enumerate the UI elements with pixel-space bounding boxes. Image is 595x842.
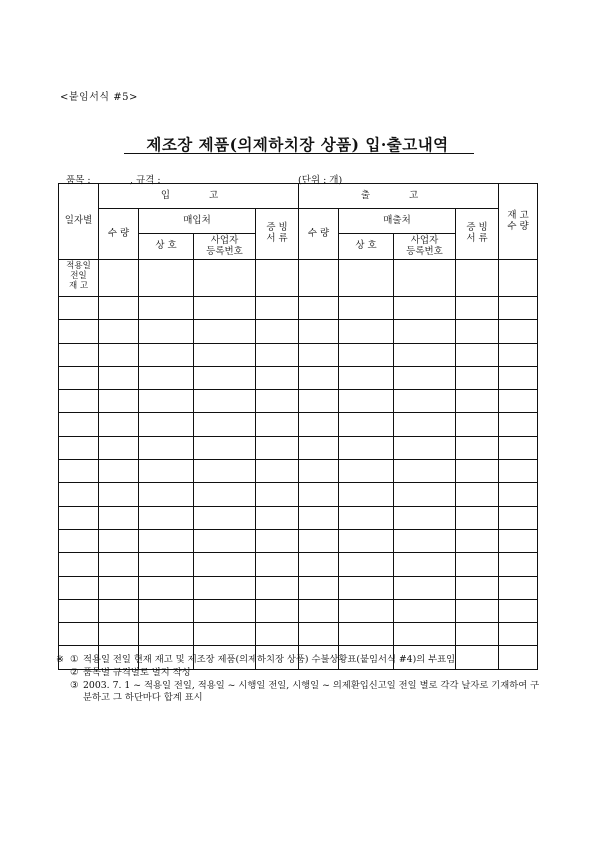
cell[interactable] bbox=[499, 529, 538, 552]
cell[interactable] bbox=[194, 320, 256, 343]
cell[interactable] bbox=[499, 260, 538, 297]
cell[interactable] bbox=[339, 529, 394, 552]
cell[interactable] bbox=[456, 320, 499, 343]
date-cell[interactable] bbox=[59, 366, 99, 389]
supplier-header: 매입처 bbox=[139, 209, 256, 234]
cell[interactable] bbox=[499, 576, 538, 599]
table-row bbox=[59, 413, 538, 436]
table-row bbox=[59, 297, 538, 320]
cell[interactable] bbox=[99, 390, 139, 413]
cell[interactable] bbox=[139, 553, 194, 576]
cell[interactable] bbox=[499, 623, 538, 646]
cell[interactable] bbox=[99, 623, 139, 646]
cell[interactable] bbox=[299, 553, 339, 576]
date-cell[interactable] bbox=[59, 576, 99, 599]
cell[interactable] bbox=[299, 506, 339, 529]
table-row bbox=[59, 436, 538, 459]
cell[interactable] bbox=[256, 260, 299, 297]
cell[interactable] bbox=[456, 366, 499, 389]
cell[interactable] bbox=[256, 320, 299, 343]
cell[interactable] bbox=[139, 297, 194, 320]
cell[interactable] bbox=[499, 506, 538, 529]
cell[interactable] bbox=[456, 460, 499, 483]
cell[interactable] bbox=[339, 297, 394, 320]
cell[interactable] bbox=[299, 483, 339, 506]
cell[interactable] bbox=[299, 343, 339, 366]
cell[interactable] bbox=[256, 297, 299, 320]
cell[interactable] bbox=[299, 366, 339, 389]
out-proof-header: 증 빙 서 류 bbox=[456, 209, 499, 260]
cell[interactable] bbox=[256, 599, 299, 622]
cell[interactable] bbox=[299, 320, 339, 343]
note-star: ※ bbox=[56, 654, 64, 665]
stock-qty-header: 재 고 수 량 bbox=[499, 184, 538, 260]
cell[interactable] bbox=[456, 436, 499, 459]
cell[interactable] bbox=[256, 343, 299, 366]
cell[interactable] bbox=[299, 390, 339, 413]
cell[interactable] bbox=[456, 390, 499, 413]
cell[interactable] bbox=[394, 483, 456, 506]
cell[interactable] bbox=[299, 576, 339, 599]
cell[interactable] bbox=[99, 506, 139, 529]
cell[interactable] bbox=[394, 576, 456, 599]
cell[interactable] bbox=[99, 297, 139, 320]
cell[interactable] bbox=[299, 436, 339, 459]
cell[interactable] bbox=[256, 436, 299, 459]
cell[interactable] bbox=[339, 260, 394, 297]
cell[interactable] bbox=[394, 623, 456, 646]
form-tag: <붙임서식 #5> bbox=[60, 92, 138, 103]
cell[interactable] bbox=[456, 599, 499, 622]
header-row-1 bbox=[59, 184, 538, 209]
table-row bbox=[59, 529, 538, 552]
note-3: ③ 2003. 7. 1 ~ 적용일 전일, 적용일 ~ 시행일 전일, 시행일 ~ 의제환입신고일 전일 별로 각각 날자로 기재하여 구분하고 그 하단마다 합계 표시 bbox=[70, 679, 540, 704]
cell[interactable] bbox=[99, 460, 139, 483]
header-row-2 bbox=[59, 209, 538, 234]
cell[interactable] bbox=[394, 599, 456, 622]
date-cell[interactable] bbox=[59, 529, 99, 552]
cell[interactable] bbox=[194, 297, 256, 320]
cell[interactable] bbox=[456, 297, 499, 320]
cell[interactable] bbox=[456, 413, 499, 436]
cell[interactable] bbox=[99, 553, 139, 576]
cell[interactable] bbox=[194, 483, 256, 506]
cell[interactable] bbox=[339, 436, 394, 459]
cell[interactable] bbox=[194, 576, 256, 599]
date-cell[interactable] bbox=[59, 599, 99, 622]
cell[interactable] bbox=[256, 553, 299, 576]
in-header: 입 고 bbox=[99, 184, 299, 209]
cell[interactable] bbox=[456, 576, 499, 599]
document-title: 제조장 제품(의제하치장 상품) 입·출고내역 bbox=[146, 135, 449, 154]
cell[interactable] bbox=[194, 436, 256, 459]
cell[interactable] bbox=[394, 297, 456, 320]
opening-stock-label: 적용일 전일 재 고 bbox=[59, 260, 99, 297]
in-proof-header: 증 빙 서 류 bbox=[256, 209, 299, 260]
cell[interactable] bbox=[499, 366, 538, 389]
cell[interactable] bbox=[139, 623, 194, 646]
date-cell[interactable] bbox=[59, 460, 99, 483]
cell[interactable] bbox=[499, 599, 538, 622]
cell[interactable] bbox=[339, 413, 394, 436]
date-cell[interactable] bbox=[59, 436, 99, 459]
cell[interactable] bbox=[499, 320, 538, 343]
cell[interactable] bbox=[339, 576, 394, 599]
cell[interactable] bbox=[394, 553, 456, 576]
opening-stock-row bbox=[59, 260, 538, 297]
cell[interactable] bbox=[394, 413, 456, 436]
cell[interactable] bbox=[394, 506, 456, 529]
cell[interactable] bbox=[139, 529, 194, 552]
table-row bbox=[59, 599, 538, 622]
date-cell[interactable] bbox=[59, 483, 99, 506]
table-row bbox=[59, 623, 538, 646]
cell[interactable] bbox=[99, 483, 139, 506]
cell[interactable] bbox=[256, 623, 299, 646]
cell[interactable] bbox=[499, 460, 538, 483]
out-qty-header: 수 량 bbox=[299, 209, 339, 260]
cell[interactable] bbox=[499, 553, 538, 576]
cell[interactable] bbox=[194, 553, 256, 576]
cell[interactable] bbox=[99, 343, 139, 366]
cell[interactable] bbox=[194, 460, 256, 483]
cell[interactable] bbox=[256, 483, 299, 506]
out-header: 출 고 bbox=[299, 184, 499, 209]
cell[interactable] bbox=[139, 460, 194, 483]
date-cell[interactable] bbox=[59, 413, 99, 436]
table-row bbox=[59, 576, 538, 599]
cell[interactable] bbox=[256, 460, 299, 483]
cell[interactable] bbox=[339, 343, 394, 366]
cell[interactable] bbox=[456, 260, 499, 297]
cell[interactable] bbox=[194, 506, 256, 529]
cell[interactable] bbox=[456, 553, 499, 576]
date-cell[interactable] bbox=[59, 297, 99, 320]
cell[interactable] bbox=[99, 576, 139, 599]
in-regno-header: 사업자 등록번호 bbox=[194, 234, 256, 260]
cell[interactable] bbox=[299, 460, 339, 483]
out-regno-header: 사업자 등록번호 bbox=[394, 234, 456, 260]
date-cell[interactable] bbox=[59, 553, 99, 576]
inventory-ledger-table bbox=[58, 183, 538, 670]
cell[interactable] bbox=[299, 260, 339, 297]
cell[interactable] bbox=[256, 366, 299, 389]
cell[interactable] bbox=[139, 576, 194, 599]
out-company-header: 상 호 bbox=[339, 234, 394, 260]
cell[interactable] bbox=[194, 413, 256, 436]
table-row bbox=[59, 460, 538, 483]
cell[interactable] bbox=[256, 413, 299, 436]
table-row bbox=[59, 320, 538, 343]
cell[interactable] bbox=[499, 390, 538, 413]
cell[interactable] bbox=[99, 260, 139, 297]
cell[interactable] bbox=[194, 623, 256, 646]
date-header: 일자별 bbox=[59, 184, 99, 260]
cell[interactable] bbox=[499, 297, 538, 320]
cell[interactable] bbox=[194, 529, 256, 552]
cell[interactable] bbox=[256, 506, 299, 529]
cell[interactable] bbox=[194, 260, 256, 297]
notes bbox=[56, 654, 546, 705]
cell[interactable] bbox=[139, 366, 194, 389]
cell[interactable] bbox=[139, 506, 194, 529]
cell[interactable] bbox=[456, 506, 499, 529]
cell[interactable] bbox=[339, 320, 394, 343]
cell[interactable] bbox=[339, 623, 394, 646]
cell[interactable] bbox=[394, 460, 456, 483]
spec-label: , 규격 : bbox=[130, 175, 161, 186]
cell[interactable] bbox=[394, 529, 456, 552]
cell[interactable] bbox=[394, 260, 456, 297]
cell[interactable] bbox=[139, 390, 194, 413]
cell[interactable] bbox=[139, 483, 194, 506]
cell[interactable] bbox=[299, 623, 339, 646]
buyer-header: 매출처 bbox=[339, 209, 456, 234]
table-row bbox=[59, 553, 538, 576]
cell[interactable] bbox=[456, 529, 499, 552]
cell[interactable] bbox=[394, 390, 456, 413]
cell[interactable] bbox=[456, 483, 499, 506]
table-row bbox=[59, 366, 538, 389]
date-cell[interactable] bbox=[59, 343, 99, 366]
cell[interactable] bbox=[499, 436, 538, 459]
cell[interactable] bbox=[339, 483, 394, 506]
cell[interactable] bbox=[394, 366, 456, 389]
cell[interactable] bbox=[339, 553, 394, 576]
cell[interactable] bbox=[139, 260, 194, 297]
unit-label: (단위 : 개) bbox=[298, 175, 343, 186]
cell[interactable] bbox=[299, 599, 339, 622]
cell[interactable] bbox=[339, 599, 394, 622]
cell[interactable] bbox=[194, 599, 256, 622]
table-row bbox=[59, 390, 538, 413]
cell[interactable] bbox=[256, 576, 299, 599]
cell[interactable] bbox=[99, 320, 139, 343]
cell[interactable] bbox=[99, 599, 139, 622]
cell[interactable] bbox=[194, 366, 256, 389]
in-company-header: 상 호 bbox=[139, 234, 194, 260]
cell[interactable] bbox=[499, 483, 538, 506]
cell[interactable] bbox=[139, 599, 194, 622]
cell[interactable] bbox=[139, 320, 194, 343]
cell[interactable] bbox=[394, 343, 456, 366]
cell[interactable] bbox=[394, 436, 456, 459]
date-cell[interactable] bbox=[59, 506, 99, 529]
date-cell[interactable] bbox=[59, 390, 99, 413]
cell[interactable] bbox=[299, 413, 339, 436]
cell[interactable] bbox=[139, 343, 194, 366]
cell[interactable] bbox=[194, 390, 256, 413]
table-row bbox=[59, 506, 538, 529]
title-underline bbox=[124, 153, 474, 154]
table-row bbox=[59, 343, 538, 366]
cell[interactable] bbox=[339, 460, 394, 483]
cell[interactable] bbox=[499, 343, 538, 366]
cell[interactable] bbox=[456, 343, 499, 366]
cell[interactable] bbox=[139, 413, 194, 436]
cell[interactable] bbox=[339, 390, 394, 413]
cell[interactable] bbox=[194, 343, 256, 366]
cell[interactable] bbox=[99, 413, 139, 436]
cell[interactable] bbox=[99, 529, 139, 552]
note-1: ※ ① 적용일 전일 현재 재고 및 제조장 제품(의제하치장 상품) 수불상황표(붙임서식 #4)의 부표임 bbox=[56, 654, 456, 665]
date-cell[interactable] bbox=[59, 623, 99, 646]
note-2: ② 품목별 규격별로 별지 작성 bbox=[70, 666, 191, 678]
cell[interactable] bbox=[299, 297, 339, 320]
cell[interactable] bbox=[99, 436, 139, 459]
date-cell[interactable] bbox=[59, 320, 99, 343]
cell[interactable] bbox=[299, 529, 339, 552]
cell[interactable] bbox=[139, 436, 194, 459]
table-row bbox=[59, 483, 538, 506]
cell[interactable] bbox=[339, 366, 394, 389]
cell[interactable] bbox=[499, 413, 538, 436]
cell[interactable] bbox=[256, 529, 299, 552]
in-qty-header: 수 량 bbox=[99, 209, 139, 260]
cell[interactable] bbox=[394, 320, 456, 343]
cell[interactable] bbox=[456, 623, 499, 646]
cell[interactable] bbox=[339, 506, 394, 529]
item-label: 품목 : bbox=[66, 175, 91, 186]
cell[interactable] bbox=[99, 366, 139, 389]
cell[interactable] bbox=[256, 390, 299, 413]
